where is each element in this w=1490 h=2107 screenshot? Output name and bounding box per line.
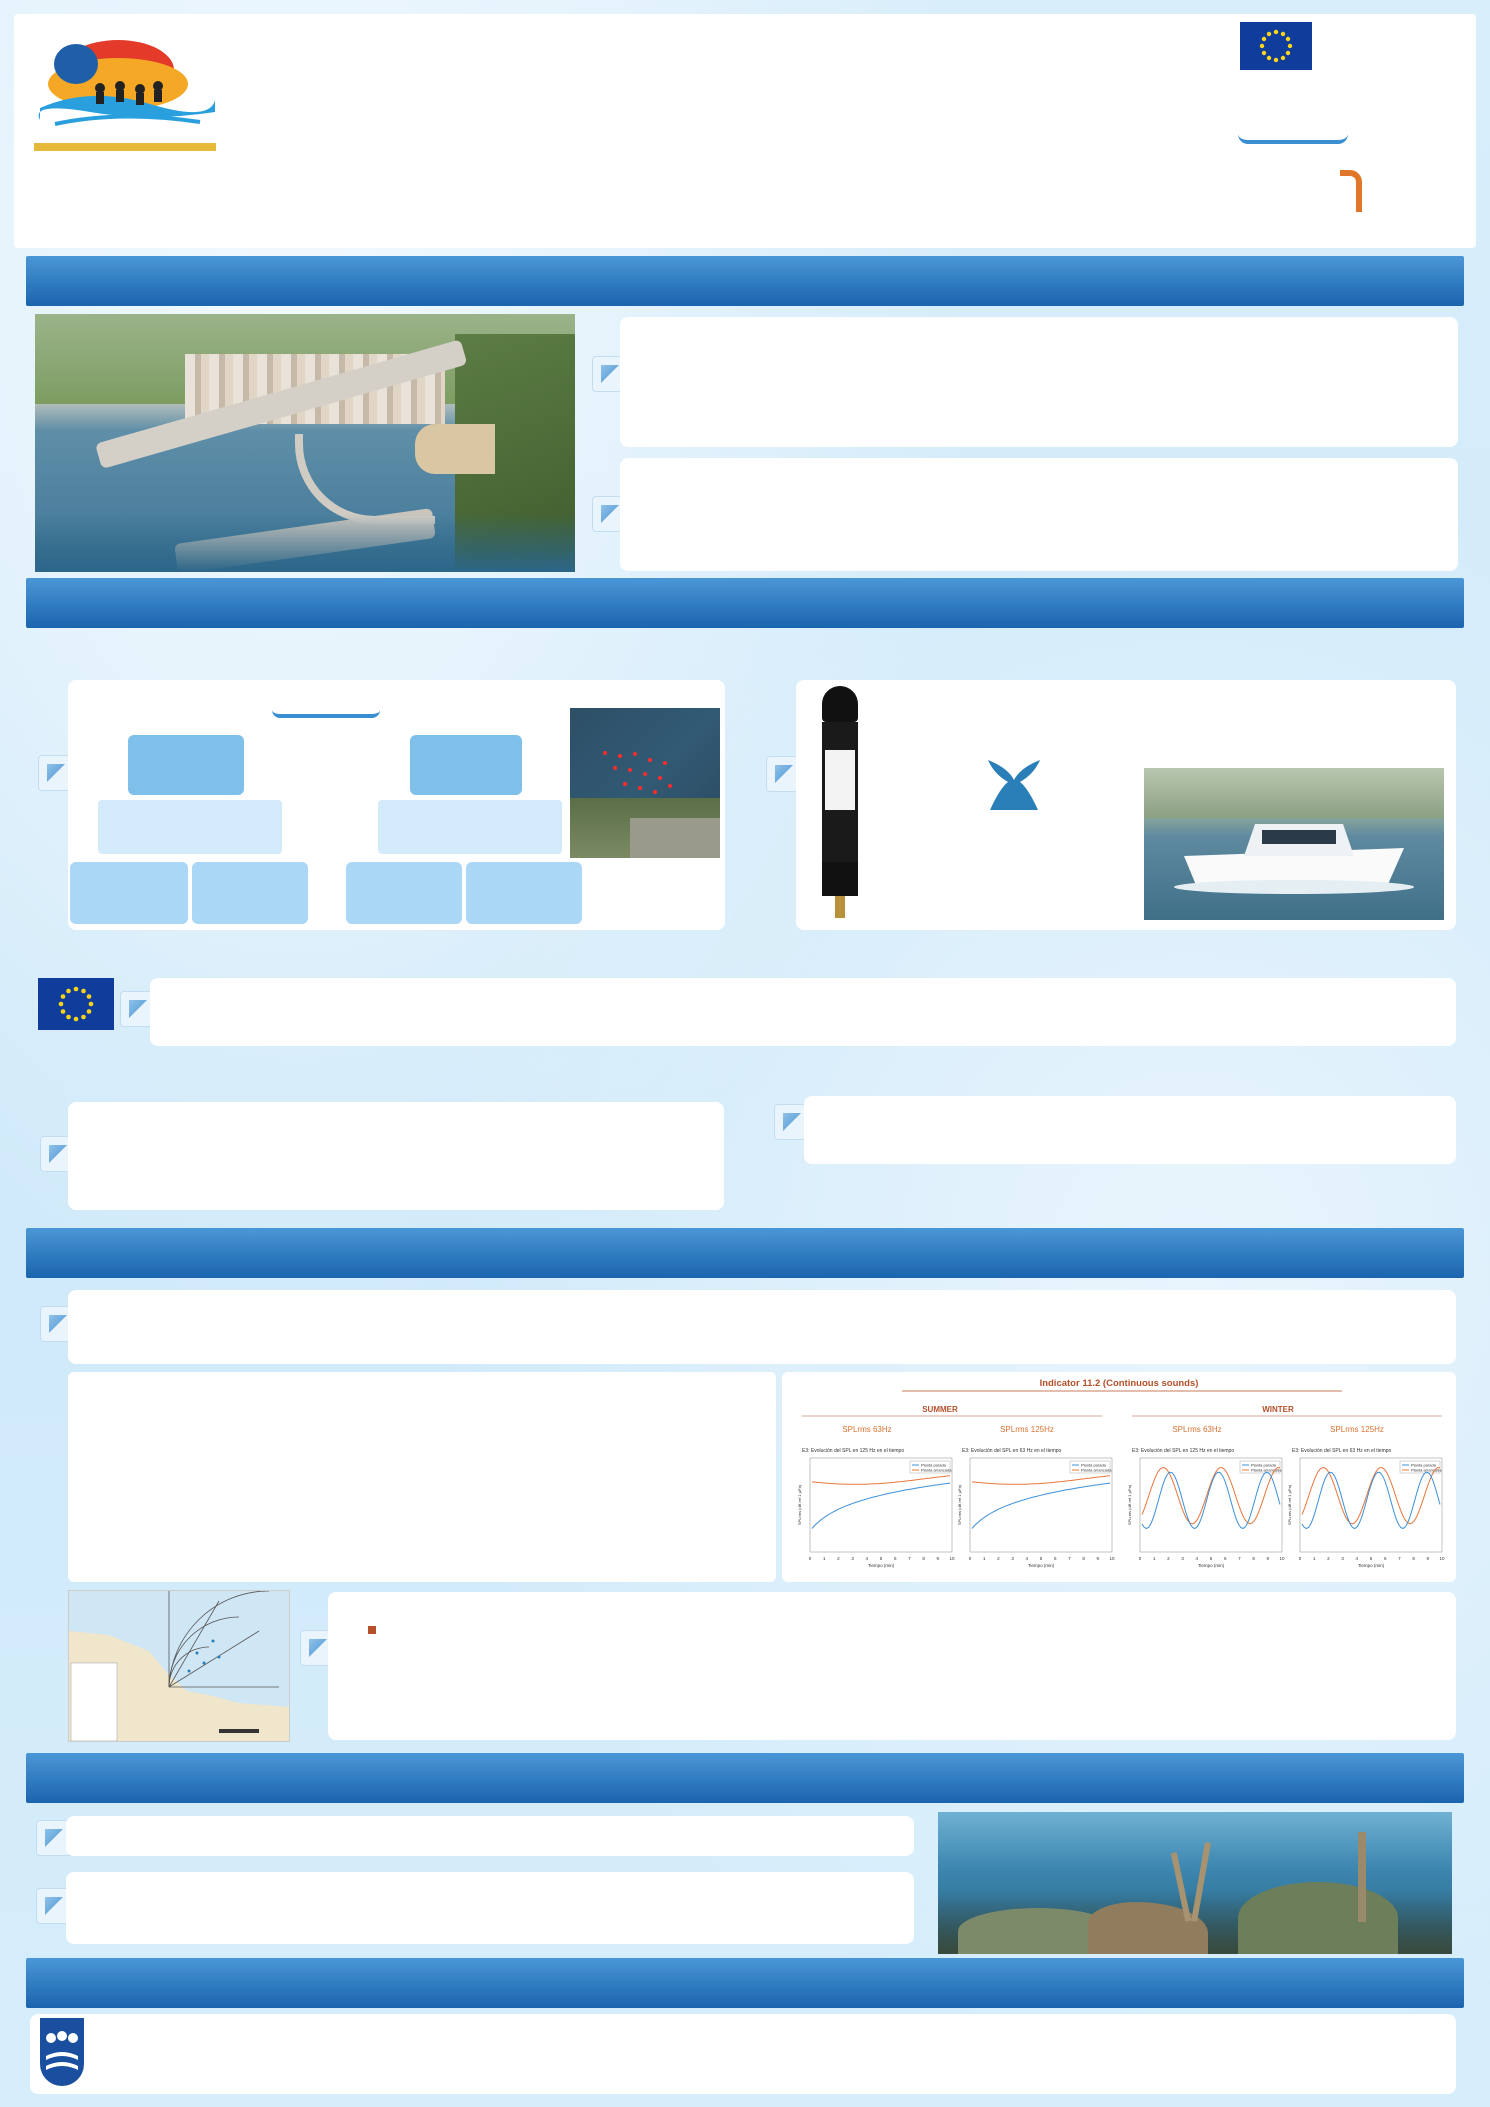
costas-puertos-emblem [30, 26, 220, 136]
x-axis-label: Tiempo (min) [1027, 1563, 1055, 1568]
x-tick-label: 8 [1252, 1556, 1255, 1561]
research-boat-photo [1144, 768, 1444, 920]
x-tick-label: 1 [822, 1556, 826, 1561]
band-label: SPLrms 63Hz [1172, 1425, 1222, 1434]
coral-reef-photo [938, 1812, 1452, 1954]
plot-title: E3: Evolución del SPL en 125 Hz en el tiempo [1132, 1448, 1235, 1454]
y-axis-label: SPLrms (dB ref 1 µPa) [957, 1484, 962, 1526]
x-tick-label: 9 [1266, 1556, 1270, 1561]
conclusion-panel-1 [66, 1816, 914, 1856]
x-tick-label: 10 [1109, 1556, 1115, 1561]
legend-label: Planta parada [1251, 1462, 1276, 1468]
eu-slogan [1396, 30, 1468, 33]
conference-logo [30, 26, 220, 244]
ctn-swoosh [1238, 134, 1348, 144]
limitations-panel [328, 1592, 1456, 1740]
x-tick-label: 2 [1327, 1556, 1330, 1561]
y-axis-label: SPLrms (dB ref 1 µPa) [797, 1484, 802, 1526]
x-tick-label: 3 [1181, 1556, 1184, 1561]
x-tick-label: 0 [1138, 1556, 1142, 1561]
section-bar-conclusions [26, 1753, 1464, 1803]
section-bar-acknowledgements [26, 1958, 1464, 2008]
x-tick-label: 8 [1082, 1556, 1085, 1561]
winter-operating [346, 862, 462, 924]
x-tick-label: 4 [1025, 1556, 1029, 1561]
legend-label: Planta arrancada [921, 1467, 952, 1473]
sample-stations-map [68, 1590, 290, 1742]
legend-label: Planta parada [1411, 1462, 1436, 1468]
section-bar-introduction [26, 256, 1464, 306]
x-axis-label: Tiempo (min) [1357, 1563, 1385, 1568]
hydrophone-body [822, 722, 858, 862]
winter-sample-points [378, 800, 562, 854]
x-tick-label: 2 [1167, 1556, 1170, 1561]
x-tick-label: 7 [1238, 1556, 1241, 1561]
data-processing-panel [150, 978, 1456, 1046]
x-axis-label: Tiempo (min) [1197, 1563, 1225, 1568]
x-tick-label: 10 [1279, 1556, 1285, 1561]
descriptor-11-2-panel [804, 1096, 1456, 1164]
x-tick-label: 9 [1426, 1556, 1430, 1561]
legend-label: Planta arrancada [1081, 1467, 1112, 1473]
x-tick-label: 0 [808, 1556, 812, 1561]
hydrophone-device [822, 686, 858, 922]
azti-mark-icon [1340, 170, 1362, 212]
conference-gold-bar [34, 143, 216, 151]
x-tick-label: 7 [1398, 1556, 1401, 1561]
season-label: WINTER [1262, 1405, 1294, 1414]
hydrophone-tail [822, 862, 858, 896]
hydrophone-connector [835, 896, 845, 918]
x-tick-label: 1 [1152, 1556, 1156, 1561]
winter-campaign-button [410, 735, 522, 795]
x-tick-label: 7 [1068, 1556, 1071, 1561]
x-tick-label: 6 [1053, 1556, 1057, 1561]
x-tick-label: 6 [893, 1556, 897, 1561]
acknowledgements-panel [30, 2014, 1456, 2094]
indicator-11-2-chart [782, 1372, 1456, 1582]
band-label: SPLrms 125Hz [1330, 1425, 1384, 1434]
y-axis-label: SPLrms (dB ref 1 µPa) [1287, 1484, 1292, 1526]
x-tick-label: 2 [997, 1556, 1000, 1561]
sampling-points-map [570, 708, 720, 858]
eu-flag-icon [1240, 22, 1312, 70]
x-tick-label: 2 [837, 1556, 840, 1561]
x-tick-label: 9 [936, 1556, 940, 1561]
indicator-11-2-chart-panel [782, 1372, 1456, 1582]
summer-stopped [192, 862, 308, 924]
x-tick-label: 5 [1209, 1556, 1213, 1561]
x-tick-label: 5 [1369, 1556, 1373, 1561]
summer-operating [70, 862, 188, 924]
conclusion-panel-2 [66, 1872, 914, 1944]
x-tick-label: 6 [1223, 1556, 1227, 1561]
summer-campaign-button [128, 735, 244, 795]
map-graphic [69, 1591, 290, 1742]
eu-logo [1240, 22, 1315, 73]
section-bar-results [26, 1228, 1464, 1278]
summer-sample-points [98, 800, 282, 854]
x-tick-label: 3 [1341, 1556, 1344, 1561]
descriptor-11-1-panel [68, 1102, 724, 1210]
azti-logo [1236, 166, 1376, 230]
legend-label: Planta parada [1081, 1462, 1106, 1468]
x-tick-label: 4 [1355, 1556, 1359, 1561]
y-axis-label: SPLrms (dB ref 1 µPa) [1127, 1484, 1132, 1526]
results-intro-panel [68, 1290, 1456, 1364]
indicator-11-1-chart [68, 1372, 776, 1582]
plot-title: E3: Evolución del SPL en 125 Hz en el tiempo [802, 1448, 905, 1454]
x-tick-label: 0 [1298, 1556, 1302, 1561]
indicator-11-1-chart-panel [68, 1372, 776, 1582]
ocean-sonics-logo [890, 760, 1130, 860]
legend-label: Planta arrancada [1411, 1467, 1442, 1473]
x-axis-label: Tiempo (min) [867, 1563, 895, 1568]
ctn-small-swoosh [272, 710, 380, 718]
x-tick-label: 4 [865, 1556, 869, 1561]
plot-title: E3: Evolución del SPL en 63 Hz en el tiempo [1292, 1448, 1392, 1454]
x-tick-label: 10 [1439, 1556, 1445, 1561]
x-tick-label: 0 [968, 1556, 972, 1561]
ctn-logo [1238, 94, 1378, 154]
x-tick-label: 7 [908, 1556, 911, 1561]
x-tick-label: 9 [1096, 1556, 1100, 1561]
hydrophone-cap [822, 686, 858, 722]
winter-stopped [466, 862, 582, 924]
x-tick-label: 1 [982, 1556, 986, 1561]
legend-label: Planta parada [921, 1462, 946, 1468]
eu-flag-icon [38, 978, 114, 1030]
x-tick-label: 8 [922, 1556, 925, 1561]
intro-paragraph-2 [620, 458, 1458, 571]
chart-title: Indicator 11.2 (Continuous sounds) [1039, 1378, 1199, 1389]
band-label: SPLrms 125Hz [1000, 1425, 1054, 1434]
x-tick-label: 1 [1312, 1556, 1316, 1561]
x-tick-label: 4 [1195, 1556, 1199, 1561]
x-tick-label: 5 [1039, 1556, 1043, 1561]
season-label: SUMMER [922, 1405, 958, 1414]
gipuzkoa-shield-icon [40, 2018, 84, 2086]
gipuzkoa-logo [40, 2018, 220, 2090]
band-label: SPLrms 63Hz [842, 1425, 892, 1434]
x-tick-label: 10 [949, 1556, 955, 1561]
plot-title: E3: Evolución del SPL en 63 Hz en el tiempo [962, 1448, 1062, 1454]
x-tick-label: 6 [1383, 1556, 1387, 1561]
mutriku-harbour-photo [35, 314, 575, 572]
x-tick-label: 3 [1011, 1556, 1014, 1561]
x-tick-label: 8 [1412, 1556, 1415, 1561]
intro-paragraph-1 [620, 317, 1458, 447]
section-bar-methodology [26, 578, 1464, 628]
x-tick-label: 3 [851, 1556, 854, 1561]
x-tick-label: 5 [879, 1556, 883, 1561]
legend-label: Planta arrancada [1251, 1467, 1282, 1473]
